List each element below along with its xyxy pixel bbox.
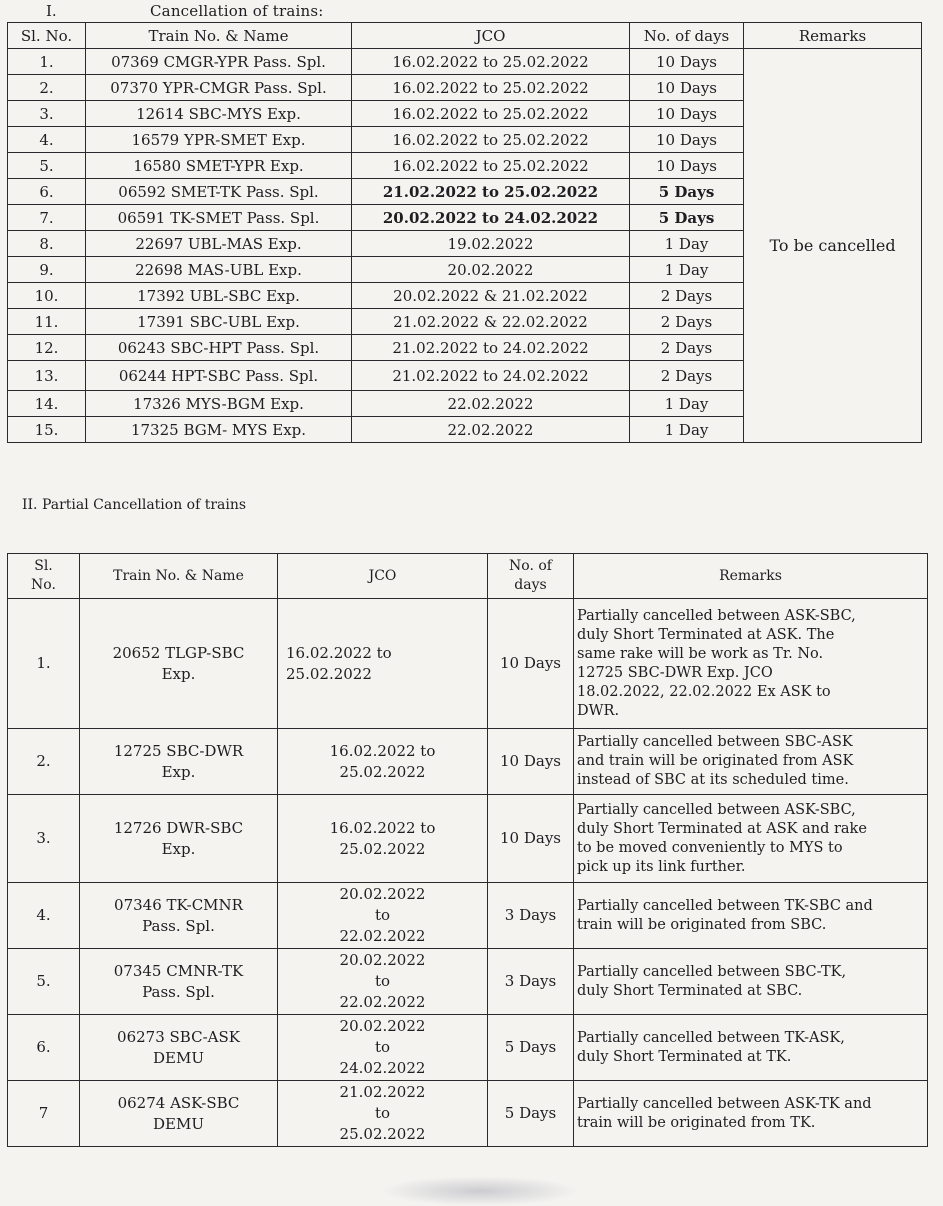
train-line: 12725 SBC-DWR	[113, 741, 244, 760]
train-cell: 22697 UBL-MAS Exp.	[86, 231, 352, 257]
sl-cell: 1.	[8, 49, 86, 75]
jco-cell: 21.02.2022 & 22.02.2022	[352, 309, 630, 335]
remarks-line: train will be originated from TK.	[577, 1114, 816, 1131]
jco-cell	[278, 1081, 488, 1147]
days-cell: 10 Days	[488, 599, 574, 729]
jco-line: to	[374, 906, 391, 924]
jco-line: 20.02.2022	[339, 951, 426, 969]
sl-cell: 3.	[8, 795, 80, 883]
jco-line: 16.02.2022 to	[286, 643, 392, 662]
table-row	[8, 795, 928, 883]
header-jco: JCO	[278, 554, 488, 599]
days-cell: 5 Days	[630, 179, 744, 205]
jco-cell: 19.02.2022	[352, 231, 630, 257]
section1-heading	[46, 2, 323, 22]
remarks-line: Partially cancelled between TK-ASK,	[577, 1029, 845, 1046]
jco-line: 25.02.2022	[339, 762, 426, 781]
header-days-line2: days	[514, 577, 547, 593]
table-row	[8, 1081, 928, 1147]
train-cell: 17391 SBC-UBL Exp.	[86, 309, 352, 335]
section1-number: I.	[46, 2, 57, 20]
section2-title: II. Partial Cancellation of trains	[22, 497, 247, 513]
jco-cell: 16.02.2022 to 25.02.2022	[352, 101, 630, 127]
train-cell: 06592 SMET-TK Pass. Spl.	[86, 179, 352, 205]
days-cell: 10 Days	[488, 795, 574, 883]
train-line: 07346 TK-CMNR	[114, 895, 243, 914]
remarks-line: and train will be originated from ASK	[577, 753, 854, 769]
remarks-line: pick up its link further.	[577, 858, 746, 875]
sl-cell: 4.	[8, 127, 86, 153]
jco-line: 16.02.2022 to	[329, 818, 436, 837]
train-cell: 06243 SBC-HPT Pass. Spl.	[86, 335, 352, 361]
days-cell: 5 Days	[630, 205, 744, 231]
sl-cell: 14.	[8, 391, 86, 417]
remarks-cell	[574, 729, 928, 795]
jco-cell: 21.02.2022 to 25.02.2022	[352, 179, 630, 205]
train-line: DEMU	[153, 1048, 204, 1067]
train-line: Exp.	[161, 664, 196, 683]
days-cell: 3 Days	[488, 949, 574, 1015]
table-row	[8, 883, 928, 949]
jco-cell	[278, 795, 488, 883]
header-sl-no	[8, 554, 80, 599]
jco-cell	[278, 1015, 488, 1081]
section1-title: Cancellation of trains:	[150, 2, 324, 20]
train-cell	[80, 1015, 278, 1081]
train-cell	[80, 729, 278, 795]
jco-line: 24.02.2022	[339, 1059, 426, 1077]
remarks-line: Partially cancelled between SBC-TK,	[577, 963, 847, 980]
days-cell: 2 Days	[630, 335, 744, 361]
days-cell: 10 Days	[630, 101, 744, 127]
remarks-line: Partially cancelled between ASK-SBC,	[577, 801, 856, 818]
jco-cell	[278, 729, 488, 795]
train-line: 06274 ASK-SBC	[117, 1093, 240, 1112]
jco-cell: 20.02.2022 to 24.02.2022	[352, 205, 630, 231]
train-cell	[80, 1081, 278, 1147]
train-line: 20652 TLGP-SBC	[112, 643, 245, 662]
jco-cell: 20.02.2022 & 21.02.2022	[352, 283, 630, 309]
train-cell: 22698 MAS-UBL Exp.	[86, 257, 352, 283]
train-line: 07345 CMNR-TK	[113, 961, 244, 980]
days-cell: 10 Days	[630, 153, 744, 179]
days-cell: 10 Days	[630, 127, 744, 153]
jco-line: 22.02.2022	[339, 927, 426, 945]
cancellation-table	[7, 22, 922, 443]
sl-cell: 9.	[8, 257, 86, 283]
jco-cell: 21.02.2022 to 24.02.2022	[352, 361, 630, 391]
remarks-line: duly Short Terminated at TK.	[577, 1048, 792, 1065]
header-sl-line1: Sl.	[34, 558, 53, 574]
header-train: Train No. & Name	[80, 554, 278, 599]
days-cell: 5 Days	[488, 1081, 574, 1147]
table-row	[8, 1015, 928, 1081]
jco-cell: 20.02.2022	[352, 257, 630, 283]
paper-smudge	[380, 1176, 580, 1206]
jco-cell: 16.02.2022 to 25.02.2022	[352, 49, 630, 75]
train-cell	[80, 883, 278, 949]
header-days	[488, 554, 574, 599]
sl-cell: 4.	[8, 883, 80, 949]
remarks-line: 18.02.2022, 22.02.2022 Ex ASK to	[577, 683, 831, 700]
remarks-cell	[574, 949, 928, 1015]
train-line: Pass. Spl.	[142, 916, 215, 935]
train-cell: 07369 CMGR-YPR Pass. Spl.	[86, 49, 352, 75]
train-line: 12726 DWR-SBC	[113, 818, 244, 837]
header-train: Train No. & Name	[86, 23, 352, 49]
days-cell: 10 Days	[630, 75, 744, 101]
remarks-line: duly Short Terminated at ASK and rake	[577, 820, 867, 837]
sl-cell: 10.	[8, 283, 86, 309]
remarks-cell	[574, 1015, 928, 1081]
jco-line: to	[374, 1104, 391, 1122]
jco-cell: 16.02.2022 to 25.02.2022	[352, 127, 630, 153]
train-cell	[80, 949, 278, 1015]
days-cell: 2 Days	[630, 361, 744, 391]
remarks-line: same rake will be work as Tr. No.	[577, 645, 824, 662]
sl-cell: 7	[8, 1081, 80, 1147]
header-sl-line2: No.	[31, 577, 56, 593]
jco-cell: 16.02.2022 to 25.02.2022	[352, 153, 630, 179]
days-cell: 10 Days	[488, 729, 574, 795]
remarks-line: 12725 SBC-DWR Exp. JCO	[577, 664, 773, 681]
sl-cell: 2.	[8, 75, 86, 101]
jco-line: 20.02.2022	[339, 885, 426, 903]
remarks-line: duly Short Terminated at SBC.	[577, 982, 803, 999]
jco-line: 20.02.2022	[339, 1017, 426, 1035]
remarks-line: DWR.	[577, 702, 620, 719]
days-cell: 3 Days	[488, 883, 574, 949]
train-cell: 07370 YPR-CMGR Pass. Spl.	[86, 75, 352, 101]
train-cell: 06591 TK-SMET Pass. Spl.	[86, 205, 352, 231]
jco-line: 16.02.2022 to	[329, 741, 436, 760]
sl-cell: 3.	[8, 101, 86, 127]
jco-line: 25.02.2022	[286, 664, 372, 683]
header-jco: JCO	[352, 23, 630, 49]
remarks-line: instead of SBC at its scheduled time.	[577, 772, 849, 788]
sl-cell: 8.	[8, 231, 86, 257]
remarks-line: Partially cancelled between ASK-TK and	[577, 1095, 872, 1112]
train-cell: 17392 UBL-SBC Exp.	[86, 283, 352, 309]
remarks-line: train will be originated from SBC.	[577, 916, 827, 933]
table-row	[8, 599, 928, 729]
remarks-line: Partially cancelled between TK-SBC and	[577, 897, 873, 914]
sl-cell: 12.	[8, 335, 86, 361]
days-cell: 2 Days	[630, 283, 744, 309]
sl-cell: 6.	[8, 1015, 80, 1081]
partial-cancellation-table	[7, 553, 928, 1147]
jco-cell: 16.02.2022 to 25.02.2022	[352, 75, 630, 101]
days-cell: 5 Days	[488, 1015, 574, 1081]
train-cell: 12614 SBC-MYS Exp.	[86, 101, 352, 127]
train-cell: 17326 MYS-BGM Exp.	[86, 391, 352, 417]
jco-cell: 22.02.2022	[352, 417, 630, 443]
remarks-cell	[574, 883, 928, 949]
train-cell: 16580 SMET-YPR Exp.	[86, 153, 352, 179]
train-line: Exp.	[161, 762, 196, 781]
remarks-line: duly Short Terminated at ASK. The	[577, 626, 835, 643]
remarks-line: Partially cancelled between ASK-SBC,	[577, 607, 856, 624]
jco-line: to	[374, 1038, 391, 1056]
remarks-cell: To be cancelled	[744, 49, 922, 443]
sl-cell: 5.	[8, 153, 86, 179]
table-header-row	[8, 554, 928, 599]
remarks-cell	[574, 599, 928, 729]
jco-line: 21.02.2022	[339, 1083, 426, 1101]
train-line: 06273 SBC-ASK	[117, 1027, 240, 1046]
remarks-line: Partially cancelled between SBC-ASK	[577, 734, 853, 750]
header-remarks: Remarks	[744, 23, 922, 49]
train-cell	[80, 599, 278, 729]
train-line: Exp.	[161, 839, 196, 858]
jco-cell	[278, 949, 488, 1015]
sl-cell: 1.	[8, 599, 80, 729]
days-cell: 1 Day	[630, 391, 744, 417]
sl-cell: 7.	[8, 205, 86, 231]
days-cell: 1 Day	[630, 257, 744, 283]
days-cell: 1 Day	[630, 231, 744, 257]
train-cell: 17325 BGM- MYS Exp.	[86, 417, 352, 443]
jco-line: 25.02.2022	[339, 839, 426, 858]
days-cell: 10 Days	[630, 49, 744, 75]
train-cell	[80, 795, 278, 883]
jco-cell	[278, 599, 488, 729]
sl-cell: 13.	[8, 361, 86, 391]
sl-cell: 11.	[8, 309, 86, 335]
sl-cell: 2.	[8, 729, 80, 795]
train-line: Pass. Spl.	[142, 982, 215, 1001]
table-row	[8, 729, 928, 795]
remarks-line: to be moved conveniently to MYS to	[577, 839, 843, 856]
table-row	[8, 49, 922, 75]
jco-cell	[278, 883, 488, 949]
header-remarks: Remarks	[574, 554, 928, 599]
sl-cell: 6.	[8, 179, 86, 205]
train-cell: 16579 YPR-SMET Exp.	[86, 127, 352, 153]
jco-cell: 21.02.2022 to 24.02.2022	[352, 335, 630, 361]
sl-cell: 15.	[8, 417, 86, 443]
sl-cell: 5.	[8, 949, 80, 1015]
remarks-cell	[574, 795, 928, 883]
table-header-row	[8, 23, 922, 49]
jco-line: 25.02.2022	[339, 1125, 426, 1143]
train-line: DEMU	[153, 1114, 204, 1133]
header-days: No. of days	[630, 23, 744, 49]
jco-line: 22.02.2022	[339, 993, 426, 1011]
remarks-cell	[574, 1081, 928, 1147]
table-row	[8, 949, 928, 1015]
header-days-line1: No. of	[509, 558, 552, 574]
header-sl-no: Sl. No.	[8, 23, 86, 49]
jco-line: to	[374, 972, 391, 990]
jco-cell: 22.02.2022	[352, 391, 630, 417]
train-cell: 06244 HPT-SBC Pass. Spl.	[86, 361, 352, 391]
days-cell: 2 Days	[630, 309, 744, 335]
days-cell: 1 Day	[630, 417, 744, 443]
